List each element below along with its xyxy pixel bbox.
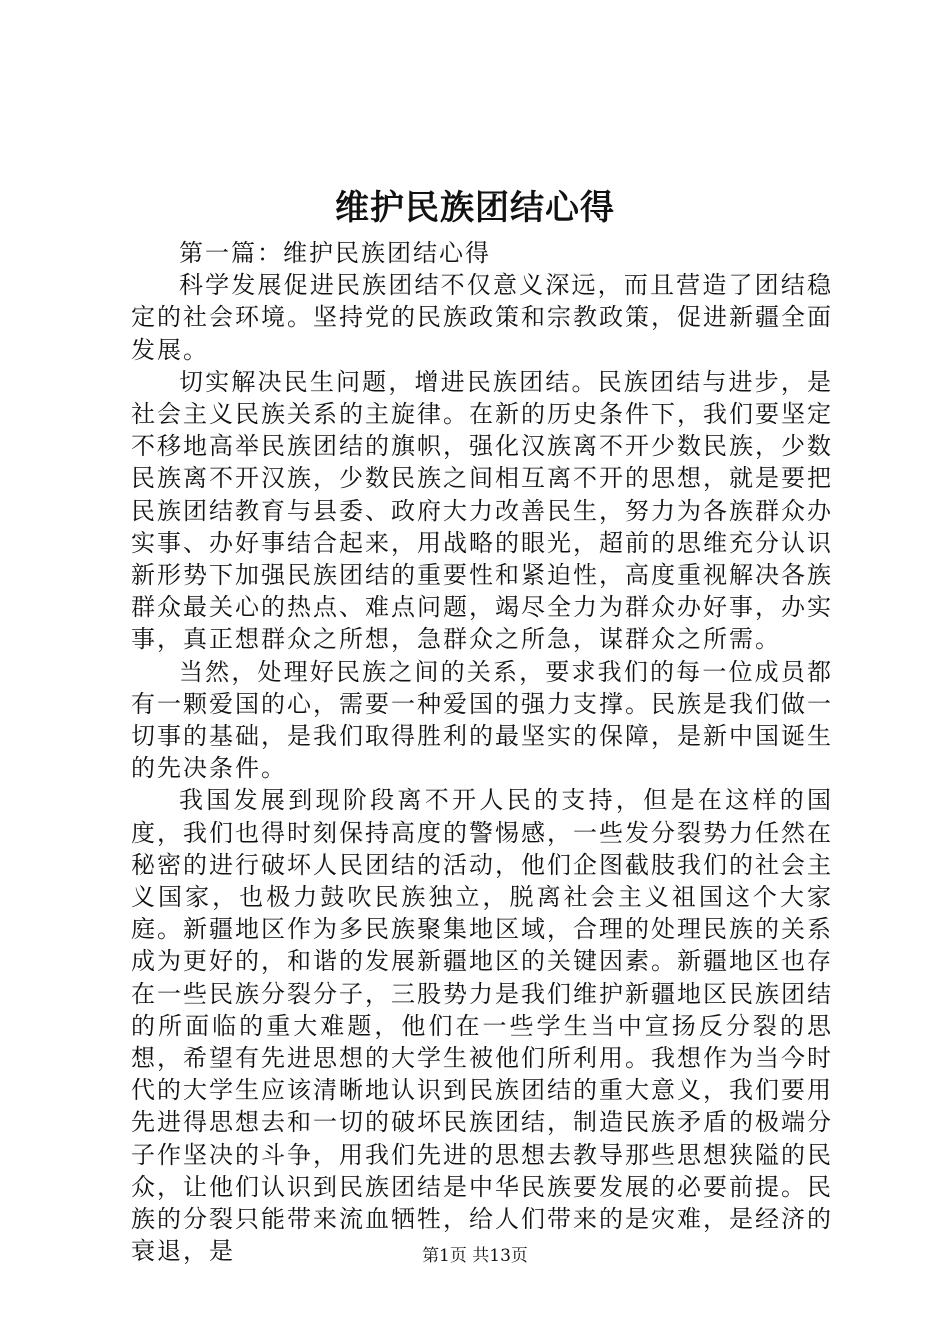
document-title: 维护民族团结心得 [335,188,615,228]
section-heading: 第一篇：维护民族团结心得 [179,239,491,267]
paragraph: 当然，处理好民族之间的关系，要求我们的每一位成员都有一颗爱国的心，需要一种爱国的强力支撑。民族是我们做一切事的基础，是我们取得胜利的最坚实的保障，是新中国诞生的先决条件。 [131,657,833,783]
document-body [131,237,833,1268]
page-number-footer: 第1页 共13页 [422,1246,528,1266]
paragraph: 切实解决民生问题，增进民族团结。民族团结与进步，是社会主义民族关系的主旋律。在新的历史条件下，我们要坚定不移地高举民族团结的旗帜，强化汉族离不开少数民族，少数民族离不开汉族，少数民族之间相互离不开的思想，就是要把民族团结教育与县委、政府大力改善民生，努力为各族群众办实事、办好事结合起来，用战略的眼光，超前的思维充分认识新形势下加强民族团结的重要性和紧迫性，高度重视解决各族群众最关心的热点、难点问题，竭尽全力为群众办好事，办实事，真正想群众之所想，急群众之所急，谋群众之所需。 [131,367,833,654]
paragraph: 科学发展促进民族团结不仅意义深远，而且营造了团结稳定的社会环境。坚持党的民族政策和宗教政策，促进新疆全面发展。 [131,271,833,364]
paragraph: 我国发展到现阶段离不开人民的支持，但是在这样的国度，我们也得时刻保持高度的警惕感，一些发分裂势力任然在秘密的进行破坏人民团结的活动，他们企图截肢我们的社会主义国家，也极力鼓吹民族独立，脱离社会主义祖国这个大家庭。新疆地区作为多民族聚集地区域，合理的处理民族的关系成为更好的，和谐的发展新疆地区的关键因素。新疆地区也存在一些民族分裂分子，三股势力是我们维护新疆地区民族团结的所面临的重大难题，他们在一些学生当中宣扬反分裂的思想，希望有先进思想的大学生被他们所利用。我想作为当今时代的大学生应该清晰地认识到民族团结的重大意义，我们要用先进得思想去和一切的破坏民族团结，制造民族矛盾的极端分子作坚决的斗争，用我们先进的思想去教导那些思想狭隘的民众，让他们认识到民族团结是中华民族要发展的必要前提。民族的分裂只能带来流血牺牲，给人们带来的是灾难，是经济的衰退，是 [131,786,833,1266]
